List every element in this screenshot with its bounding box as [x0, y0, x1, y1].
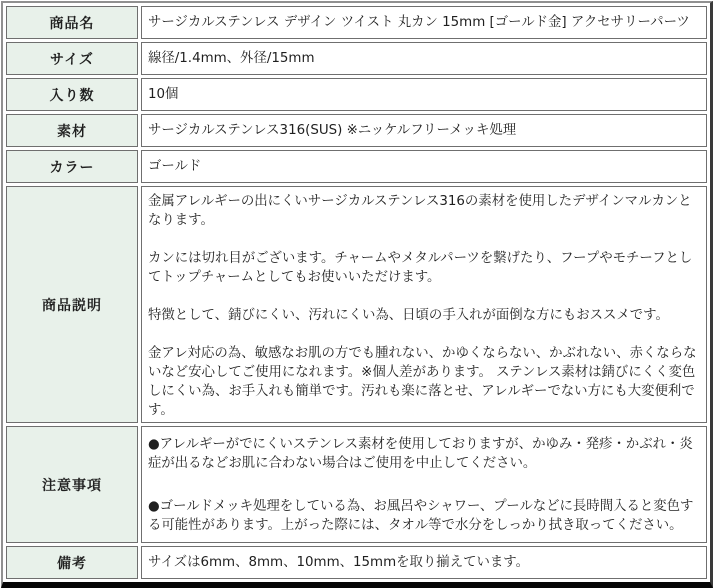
table-row — [6, 6, 707, 39]
table-row — [6, 78, 707, 111]
content-paragraph: 線径/1.4mm、外径/15mm — [148, 51, 315, 66]
row-content — [141, 186, 707, 423]
row-content — [141, 426, 707, 543]
table-row — [6, 42, 707, 75]
row-label: 商品名 — [6, 6, 138, 39]
content-paragraph: 金アレ対応の為、敏感なお肌の方でも腫れない、かゆくならない、かぶれない、赤くならないなど安心してご使用になれます。※個人差があります。 ステンレス素材は錆びにくく変色しにくい為、お手入れも簡単です。汚れも楽に落とせ、アレルギーでない方にも大変便利です。 — [148, 346, 697, 418]
row-label: 備考 — [6, 546, 138, 579]
row-label: 入り数 — [6, 78, 138, 111]
product-spec-table — [1, 1, 713, 588]
table-row — [6, 186, 707, 423]
table-body — [6, 6, 707, 579]
table-row — [6, 150, 707, 183]
content-paragraph: 10個 — [148, 87, 179, 102]
row-label: 素材 — [6, 114, 138, 147]
content-paragraph: 金属アレルギーの出にくいサージカルステンレス316の素材を使用したデザインマルカンとなります。 — [148, 194, 692, 228]
content-paragraph: サージカルステンレス デザイン ツイスト 丸カン 15mm [ゴールド金] アクセサリーパーツ — [148, 15, 690, 30]
row-content — [141, 114, 707, 147]
content-paragraph: カンには切れ目がございます。チャームやメタルパーツを繋げたり、フープやモチーフとしてトップチャームとしてもお使いいただけます。 — [148, 251, 693, 285]
table-row — [6, 114, 707, 147]
row-label: 注意事項 — [6, 426, 138, 543]
row-content — [141, 6, 707, 39]
row-label: カラー — [6, 150, 138, 183]
row-content — [141, 42, 707, 75]
table-row — [6, 426, 707, 543]
content-paragraph: ●アレルギーがでにくいステンレス素材を使用しておりますが、かゆみ・発疹・かぶれ・炎症が出るなどお肌に合わない場合はご使用を中止してください。 — [148, 436, 693, 471]
row-content — [141, 78, 707, 111]
row-label: 商品説明 — [6, 186, 138, 423]
row-content — [141, 150, 707, 183]
content-paragraph: ●ゴールドメッキ処理をしている為、お風呂やシャワー、プールなどに長時間入ると変色する可能性があります。上がった際には、タオル等で水分をしっかり拭き取ってください。 — [148, 498, 694, 533]
row-label: サイズ — [6, 42, 138, 75]
content-paragraph: サージカルステンレス316(SUS) ※ニッケルフリーメッキ処理 — [148, 123, 517, 138]
content-paragraph: ゴールド — [148, 159, 202, 174]
content-paragraph: 特徴として、錆びにくい、汚れにくい為、日頃の手入れが面倒な方にもおススメです。 — [148, 308, 669, 323]
content-paragraph: サイズは6mm、8mm、10mm、15mmを取り揃えています。 — [148, 555, 529, 570]
